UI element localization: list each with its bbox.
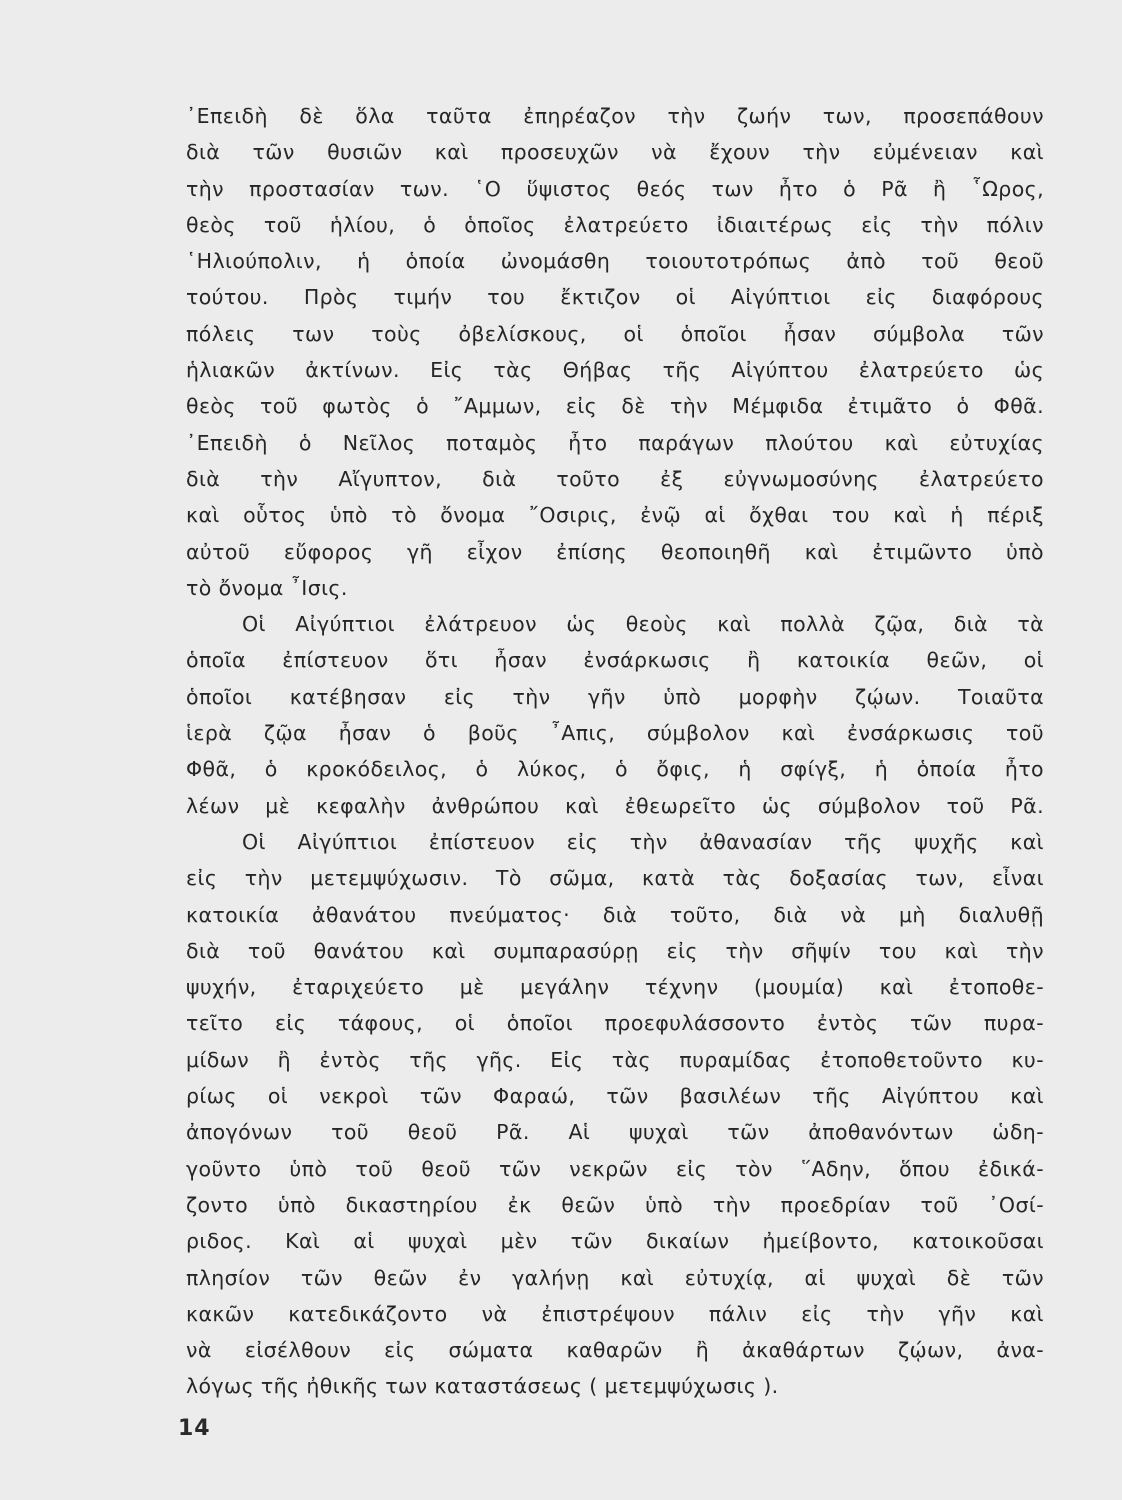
text-line: ὁποῖοι κατέβησαν εἰς τὴν γῆν ὑπὸ μορφὴν ζῴων. Τοιαῦτα xyxy=(186,684,1044,709)
text-line: διὰ τὴν Αἴγυπτον, διὰ τοῦτο ἐξ εὐγνωμοσύνης ἐλατρεύετο xyxy=(186,466,1044,491)
text-line: Οἱ Αἰγύπτιοι ἐλάτρευον ὡς θεοὺς καὶ πολλὰ ζῷα, διὰ τὰ xyxy=(242,612,1044,637)
text-line: Οἱ Αἰγύπτιοι ἐπίστευον εἰς τὴν ἀθανασίαν τῆς ψυχῆς καὶ xyxy=(242,829,1044,854)
text-line: τεῖτο εἰς τάφους, οἱ ὁποῖοι προεφυλάσσοντο ἐντὸς τῶν πυρα- xyxy=(186,1011,1044,1036)
text-line: τὴν προστασίαν των. ῾Ο ὕψιστος θεός των ἦτο ὁ Ρᾶ ἢ ῟Ωρος, xyxy=(186,176,1044,201)
text-line: ἱερὰ ζῷα ἦσαν ὁ βοῦς ῏Απις, σύμβολον καὶ ἐνσάρκωσις τοῦ xyxy=(186,721,1044,746)
text-line: διὰ τῶν θυσιῶν καὶ προσευχῶν νὰ ἔχουν τὴν εὐμένειαν καὶ xyxy=(186,140,1044,165)
text-line: αὐτοῦ εὔφορος γῆ εἶχον ἐπίσης θεοποιηθῆ καὶ ἐτιμῶντο ὑπὸ xyxy=(186,539,1044,564)
text-line: εἰς τὴν μετεμψύχωσιν. Τὸ σῶμα, κατὰ τὰς δοξασίας των, εἶναι xyxy=(186,866,1044,891)
text-line: ρίως οἱ νεκροὶ τῶν Φαραώ, τῶν βασιλέων τῆς Αἰγύπτου καὶ xyxy=(186,1084,1044,1109)
text-line: ἡλιακῶν ἀκτίνων. Εἰς τὰς Θήβας τῆς Αἰγύπτου ἐλατρεύετο ὡς xyxy=(186,358,1044,383)
page-number: 14 xyxy=(178,1416,211,1441)
text-line: κατοικία ἀθανάτου πνεύματος· διὰ τοῦτο, διὰ νὰ μὴ διαλυθῇ xyxy=(186,902,1044,927)
text-line: τούτου. Πρὸς τιμήν του ἔκτιζον οἱ Αἰγύπτιοι εἰς διαφόρους xyxy=(186,285,1044,310)
text-line: μίδων ἢ ἐντὸς τῆς γῆς. Εἰς τὰς πυραμίδας ἐτοποθετοῦντο κυ- xyxy=(186,1047,1044,1072)
text-line: ζοντο ὑπὸ δικαστηρίου ἐκ θεῶν ὑπὸ τὴν προεδρίαν τοῦ ᾽Οσί- xyxy=(186,1192,1044,1217)
text-line: κακῶν κατεδικάζοντο νὰ ἐπιστρέψουν πάλιν εἰς τὴν γῆν καὶ xyxy=(186,1301,1044,1326)
text-line: Φθᾶ, ὁ κροκόδειλος, ὁ λύκος, ὁ ὄφις, ἡ σφίγξ, ἡ ὁποία ἦτο xyxy=(186,757,1044,782)
text-line: ριδος. Καὶ αἱ ψυχαὶ μὲν τῶν δικαίων ἠμείβοντο, κατοικοῦσαι xyxy=(186,1229,1044,1254)
text-line: ῾Ηλιούπολιν, ἡ ὁποία ὠνομάσθη τοιουτοτρόπως ἀπὸ τοῦ θεοῦ xyxy=(186,249,1044,274)
text-line: λόγως τῆς ἠθικῆς των καταστάσεως ( μετεμψύχωσις ). xyxy=(186,1374,779,1399)
text-line: ᾽Επειδὴ δὲ ὅλα ταῦτα ἐπηρέαζον τὴν ζωήν των, προσεπάθουν xyxy=(186,104,1044,128)
text-line: νὰ εἰσέλθουν εἰς σώματα καθαρῶν ἢ ἀκαθάρτων ζῴων, ἀνα- xyxy=(186,1338,1044,1363)
text-line: πλησίον τῶν θεῶν ἐν γαλήνῃ καὶ εὐτυχίᾳ, αἱ ψυχαὶ δὲ τῶν xyxy=(186,1265,1044,1290)
text-line: λέων μὲ κεφαλὴν ἀνθρώπου καὶ ἐθεωρεῖτο ὡς σύμβολον τοῦ Ρᾶ. xyxy=(186,793,1044,818)
body-text xyxy=(186,98,1044,1405)
text-line: ὁποῖα ἐπίστευον ὅτι ἦσαν ἐνσάρκωσις ἢ κατοικία θεῶν, οἱ xyxy=(186,648,1044,673)
text-line: καὶ οὗτος ὑπὸ τὸ ὄνομα ῎Οσιρις, ἐνῷ αἱ ὄχθαι του καὶ ἡ πέριξ xyxy=(186,503,1044,528)
text-line: ᾽Επειδὴ ὁ Νεῖλος ποταμὸς ἦτο παράγων πλούτου καὶ εὐτυχίας xyxy=(186,430,1044,455)
text-line: ψυχήν, ἐταριχεύετο μὲ μεγάλην τέχνην (μουμία) καὶ ἐτοποθε- xyxy=(186,975,1044,1000)
text-line: τὸ ὄνομα ῏Ισις. xyxy=(186,575,348,600)
text-line: διὰ τοῦ θανάτου καὶ συμπαρασύρῃ εἰς τὴν σῆψίν του καὶ τὴν xyxy=(186,938,1044,963)
text-line: πόλεις των τοὺς ὀβελίσκους, οἱ ὁποῖοι ἦσαν σύμβολα τῶν xyxy=(186,321,1044,346)
text-line: θεὸς τοῦ ἡλίου, ὁ ὁποῖος ἐλατρεύετο ἰδιαιτέρως εἰς τὴν πόλιν xyxy=(186,212,1044,237)
text-line: ἀπογόνων τοῦ θεοῦ Ρᾶ. Αἱ ψυχαὶ τῶν ἀποθανόντων ὡδη- xyxy=(186,1120,1044,1145)
text-line: θεὸς τοῦ φωτὸς ὁ ῎Αμμων, εἰς δὲ τὴν Μέμφιδα ἐτιμᾶτο ὁ Φθᾶ. xyxy=(186,394,1044,419)
text-line: γοῦντο ὑπὸ τοῦ θεοῦ τῶν νεκρῶν εἰς τὸν ῞Αδην, ὅπου ἐδικά- xyxy=(186,1156,1044,1181)
